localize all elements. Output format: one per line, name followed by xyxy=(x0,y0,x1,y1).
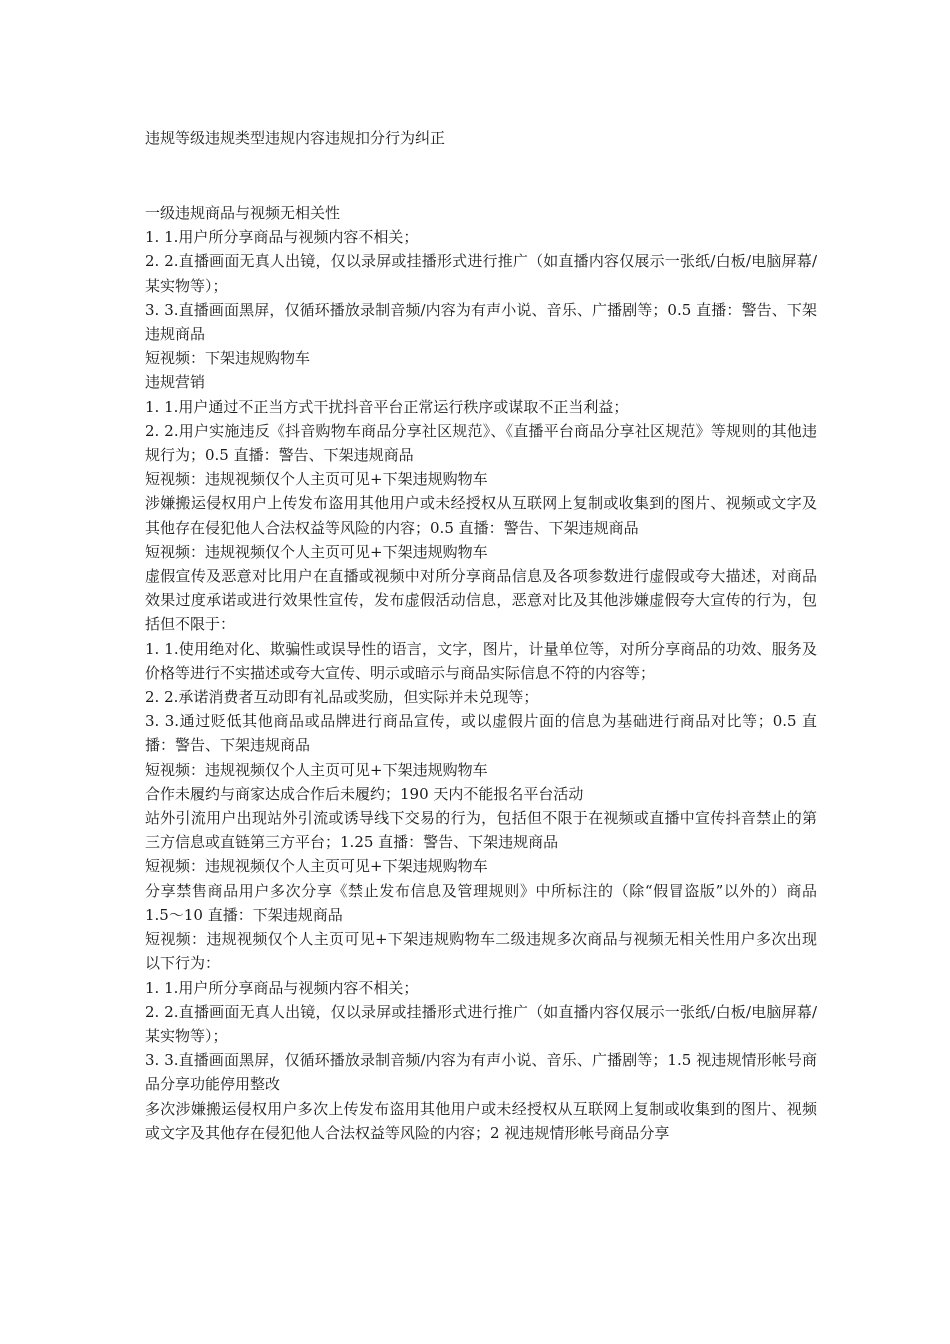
paragraph: 3. 3.通过贬低其他商品或品牌进行商品宣传，或以虚假片面的信息为基础进行商品对比等；0.5 直播：警告、下架违规商品 xyxy=(145,712,817,755)
paragraph: 短视频：下架违规购物车 xyxy=(145,349,311,368)
paragraph: 2. 2.直播画面无真人出镜，仅以录屏或挂播形式进行推广（如直播内容仅展示一张纸/白板/电脑屏幕/某实物等）； xyxy=(145,252,817,295)
paragraph: 3. 3.直播画面黑屏，仅循环播放录制音频/内容为有声小说、音乐、广播剧等；0.5 直播：警告、下架违规商品 xyxy=(145,300,817,344)
paragraph: 1. 1.用户所分享商品与视频内容不相关； xyxy=(145,978,419,997)
paragraph: 违规营销 xyxy=(145,373,206,392)
paragraph: 合作未履约与商家达成合作后未履约；190 天内不能报名平台活动 xyxy=(145,784,584,803)
paragraph: 2. 2.用户实施违反《抖音购物车商品分享社区规范》、《直播平台商品分享社区规范》等规则的其他违规行为；0.5 直播：警告、下架违规商品 xyxy=(145,421,817,465)
paragraph: 站外引流用户出现站外引流或诱导线下交易的行为，包括但不限于在视频或直播中宣传抖音禁止的第三方信息或直链第三方平台；1.25 直播：警告、下架违规商品 xyxy=(145,809,817,852)
paragraph: 短视频：违规视频仅个人主页可见+下架违规购物车二级违规多次商品与视频无相关性用户多次出现以下行为： xyxy=(145,930,817,973)
paragraph: 1. 1.使用绝对化、欺骗性或误导性的语言，文字，图片，计量单位等，对所分享商品的功效、服务及价格等进行不实描述或夸大宣传、明示或暗示与商品实际信息不符的内容等； xyxy=(145,639,817,682)
paragraph: 2. 2.直播画面无真人出镜，仅以录屏或挂播形式进行推广（如直播内容仅展示一张纸/白板/电脑屏幕/某实物等）； xyxy=(145,1002,817,1045)
paragraph: 分享禁售商品用户多次分享《禁止发布信息及管理规则》中所标注的（除“假冒盗版”以外的）商品 1.5～10 直播：下架违规商品 xyxy=(145,881,817,924)
paragraph: 1. 1.用户通过不正当方式干扰抖音平台正常运行秩序或谋取不正当利益； xyxy=(145,397,629,416)
document-body xyxy=(145,201,817,1145)
paragraph: 虚假宣传及恶意对比用户在直播或视频中对所分享商品信息及各项参数进行虚假或夸大描述，对商品效果过度承诺或进行效果性宣传，发布虚假活动信息，恶意对比及其他涉嫌虚假夸大宣传的行为，包括但不限于： xyxy=(145,567,817,634)
paragraph: 1. 1.用户所分享商品与视频内容不相关； xyxy=(145,228,419,247)
paragraph: 短视频：违规视频仅个人主页可见+下架违规购物车 xyxy=(145,542,488,561)
document-title: 违规等级违规类型违规内容违规扣分行为纠正 xyxy=(145,129,446,147)
paragraph: 2. 2.承诺消费者互动即有礼品或奖励，但实际并未兑现等； xyxy=(145,688,539,707)
paragraph: 涉嫌搬运侵权用户上传发布盗用其他用户或未经授权从互联网上复制或收集到的图片、视频或文字及其他存在侵犯他人合法权益等风险的内容；0.5 直播：警告、下架违规商品 xyxy=(145,494,817,537)
paragraph: 3. 3.直播画面黑屏，仅循环播放录制音频/内容为有声小说、音乐、广播剧等；1.5 视违规情形帐号商品分享功能停用整改 xyxy=(145,1051,817,1094)
paragraph: 多次涉嫌搬运侵权用户多次上传发布盗用其他用户或未经授权从互联网上复制或收集到的图片、视频或文字及其他存在侵犯他人合法权益等风险的内容；2 视违规情形帐号商品分享 xyxy=(145,1099,817,1142)
paragraph: 一级违规商品与视频无相关性 xyxy=(145,204,341,222)
paragraph: 短视频：违规视频仅个人主页可见+下架违规购物车 xyxy=(145,470,488,489)
paragraph: 短视频：违规视频仅个人主页可见+下架违规购物车 xyxy=(145,760,488,779)
paragraph: 短视频：违规视频仅个人主页可见+下架违规购物车 xyxy=(145,857,488,876)
